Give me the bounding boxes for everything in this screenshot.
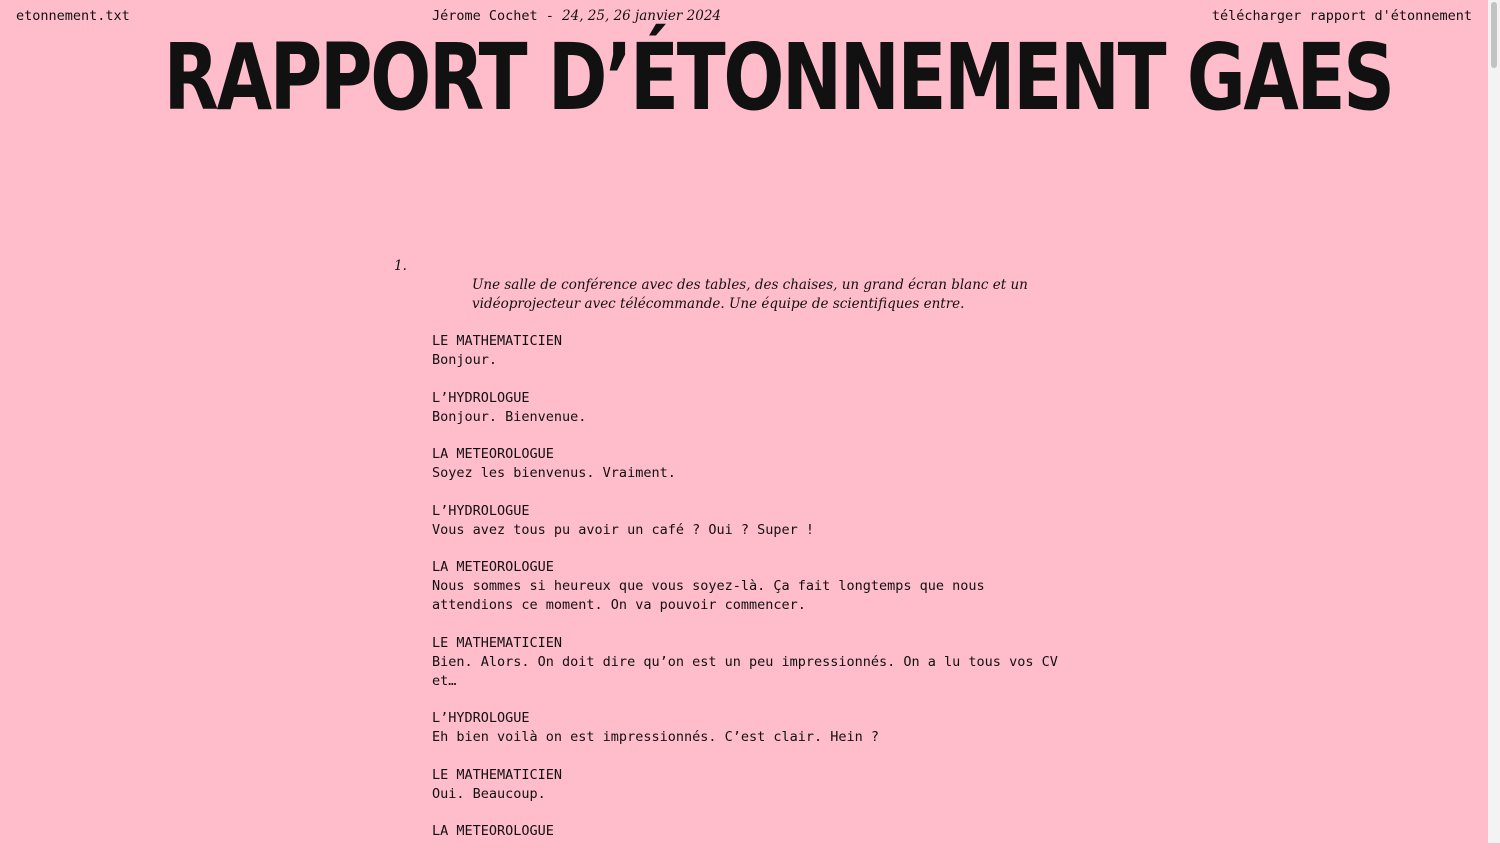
speech-line: Bien. Alors. On doit dire qu’on est un peu impressionnés. On a lu tous vos CV et… (432, 653, 1058, 689)
speaker-name: L’HYDROLOGUE (432, 389, 530, 406)
speaker-name: LE MATHEMATICIEN (432, 634, 563, 651)
dialogue-block (432, 558, 1072, 615)
dates-label: 24, 25, 26 janvier 2024 (562, 8, 722, 24)
speaker-name: LA METEOROLOGUE (432, 823, 554, 839)
speech-line: Bonjour. (432, 352, 498, 368)
dialogue-block (432, 502, 1072, 540)
dialogue-block (432, 332, 1072, 370)
speaker-name: LE MATHEMATICIEN (432, 766, 563, 783)
speech-line: Eh bien voilà on est impressionnés. C’est clair. Hein ? (432, 729, 880, 745)
speaker-name: L’HYDROLOGUE (432, 502, 530, 519)
speech-line: Vous avez tous pu avoir un café ? Oui ? Super ! (432, 521, 815, 538)
author-label: Jérome Cochet - (432, 8, 563, 24)
download-report-link[interactable]: télécharger rapport d'étonnement (1211, 8, 1472, 24)
speech-line: Oui. Beaucoup. (432, 785, 546, 802)
dialogue-block (432, 389, 1072, 427)
speech-line: Nous sommes si heureux que vous soyez-là. Ça fait longtemps que nous attendions ce moment. On va pouvoir commencer. (432, 578, 985, 613)
author-dates (432, 8, 721, 24)
scene-number: 1. (394, 258, 407, 274)
speaker-name: L’HYDROLOGUE (432, 710, 530, 726)
page-title: RAPPORT D’ÉTONNEMENT GAES (163, 24, 1393, 131)
dialogue-block (432, 822, 1072, 841)
speech-line: Bonjour. Bienvenue. (432, 408, 587, 425)
scrollbar-thumb[interactable] (1491, 2, 1497, 68)
speaker-name: LE MATHEMATICIEN (432, 333, 563, 349)
vertical-scrollbar[interactable] (1488, 0, 1500, 843)
filename-label: etonnement.txt (16, 8, 130, 24)
speech-line: Soyez les bienvenus. Vraiment. (432, 465, 676, 481)
stage-direction: Une salle de conférence avec des tables, des chaises, un grand écran blanc et un vidéoprojecteur avec télécommande. Une équipe de scientifiques entre. (472, 277, 1028, 312)
dialogue-block (432, 445, 1072, 483)
dialogue-block (432, 709, 1072, 747)
dialogue-block (432, 634, 1072, 691)
speaker-name: LA METEOROLOGUE (432, 446, 554, 462)
dialogue-block (432, 766, 1072, 804)
dialogue (432, 332, 1072, 860)
speaker-name: LA METEOROLOGUE (432, 559, 554, 575)
